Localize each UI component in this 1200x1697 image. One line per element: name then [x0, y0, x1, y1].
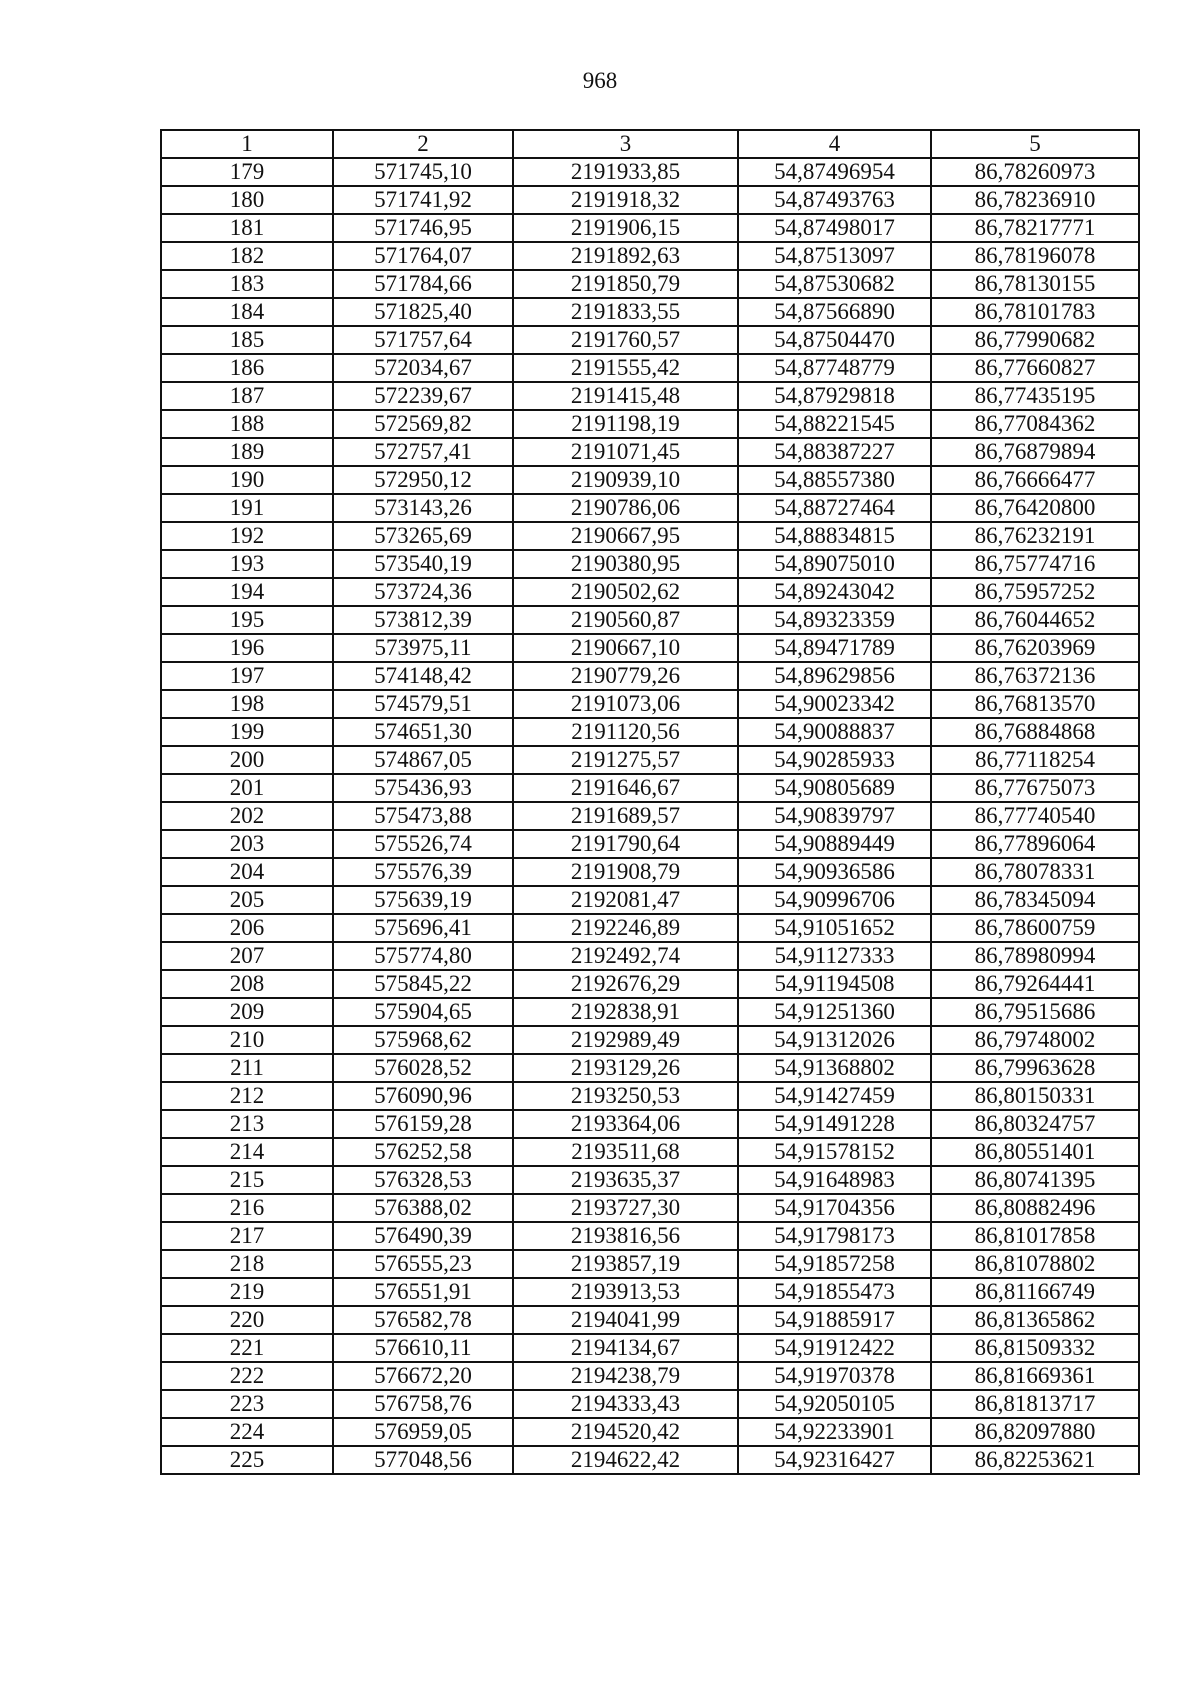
table-cell: 191: [161, 494, 333, 522]
table-cell: 213: [161, 1110, 333, 1138]
table-cell: 54,91970378: [738, 1362, 931, 1390]
table-cell: 2190779,26: [513, 662, 738, 690]
table-cell: 571741,92: [333, 186, 513, 214]
table-cell: 575774,80: [333, 942, 513, 970]
table-cell: 574579,51: [333, 690, 513, 718]
table-cell: 574867,05: [333, 746, 513, 774]
table-row: [161, 802, 1139, 830]
table-cell: 216: [161, 1194, 333, 1222]
coordinates-table: [160, 129, 1140, 1475]
table-cell: 86,77435195: [931, 382, 1139, 410]
table-row: [161, 1138, 1139, 1166]
table-cell: 214: [161, 1138, 333, 1166]
table-cell: 200: [161, 746, 333, 774]
table-row: [161, 298, 1139, 326]
table-row: [161, 1222, 1139, 1250]
table-cell: 211: [161, 1054, 333, 1082]
table-row: [161, 914, 1139, 942]
table-cell: 218: [161, 1250, 333, 1278]
table-row: [161, 1362, 1139, 1390]
table-cell: 54,91798173: [738, 1222, 931, 1250]
table-row: [161, 1334, 1139, 1362]
table-cell: 2191646,67: [513, 774, 738, 802]
table-cell: 86,81365862: [931, 1306, 1139, 1334]
table-cell: 573724,36: [333, 578, 513, 606]
table-cell: 2191918,32: [513, 186, 738, 214]
table-cell: 54,87929818: [738, 382, 931, 410]
table-cell: 86,78078331: [931, 858, 1139, 886]
table-header: [161, 130, 1139, 158]
column-header-5: 5: [931, 130, 1139, 158]
table-cell: 201: [161, 774, 333, 802]
table-cell: 86,78260973: [931, 158, 1139, 186]
table-cell: 576328,53: [333, 1166, 513, 1194]
table-cell: 185: [161, 326, 333, 354]
table-cell: 577048,56: [333, 1446, 513, 1474]
table-cell: 2192838,91: [513, 998, 738, 1026]
table-cell: 86,80882496: [931, 1194, 1139, 1222]
table-body: [161, 158, 1139, 1474]
header-row: [161, 130, 1139, 158]
table-row: [161, 1026, 1139, 1054]
table-cell: 2190786,06: [513, 494, 738, 522]
table-row: [161, 1278, 1139, 1306]
table-row: [161, 242, 1139, 270]
table-row: [161, 1390, 1139, 1418]
table-cell: 575904,65: [333, 998, 513, 1026]
table-cell: 573143,26: [333, 494, 513, 522]
table-cell: 576490,39: [333, 1222, 513, 1250]
table-cell: 179: [161, 158, 333, 186]
table-cell: 2193511,68: [513, 1138, 738, 1166]
table-cell: 576582,78: [333, 1306, 513, 1334]
table-cell: 54,88387227: [738, 438, 931, 466]
table-cell: 86,81017858: [931, 1222, 1139, 1250]
table-cell: 86,77675073: [931, 774, 1139, 802]
table-cell: 2190939,10: [513, 466, 738, 494]
table-cell: 576252,58: [333, 1138, 513, 1166]
table-row: [161, 970, 1139, 998]
table-cell: 223: [161, 1390, 333, 1418]
table-cell: 54,91704356: [738, 1194, 931, 1222]
table-cell: 2194041,99: [513, 1306, 738, 1334]
table-cell: 571784,66: [333, 270, 513, 298]
table-cell: 86,78980994: [931, 942, 1139, 970]
table-cell: 575473,88: [333, 802, 513, 830]
table-cell: 2191198,19: [513, 410, 738, 438]
table-cell: 54,89629856: [738, 662, 931, 690]
table-row: [161, 662, 1139, 690]
table-row: [161, 998, 1139, 1026]
table-cell: 86,75957252: [931, 578, 1139, 606]
table-cell: 182: [161, 242, 333, 270]
table-cell: 54,91194508: [738, 970, 931, 998]
table-cell: 86,81669361: [931, 1362, 1139, 1390]
table-cell: 54,90088837: [738, 718, 931, 746]
table-cell: 2192989,49: [513, 1026, 738, 1054]
table-cell: 574148,42: [333, 662, 513, 690]
table-cell: 576388,02: [333, 1194, 513, 1222]
table-row: [161, 1110, 1139, 1138]
table-cell: 54,92316427: [738, 1446, 931, 1474]
table-row: [161, 494, 1139, 522]
table-cell: 575639,19: [333, 886, 513, 914]
column-header-1: 1: [161, 130, 333, 158]
table-cell: 222: [161, 1362, 333, 1390]
table-cell: 2193129,26: [513, 1054, 738, 1082]
table-cell: 2191906,15: [513, 214, 738, 242]
table-cell: 2193816,56: [513, 1222, 738, 1250]
table-cell: 571825,40: [333, 298, 513, 326]
table-cell: 54,87504470: [738, 326, 931, 354]
table-cell: 2190560,87: [513, 606, 738, 634]
table-row: [161, 1446, 1139, 1474]
table-cell: 54,90805689: [738, 774, 931, 802]
table-cell: 2191415,48: [513, 382, 738, 410]
table-cell: 54,91051652: [738, 914, 931, 942]
table-cell: 86,78236910: [931, 186, 1139, 214]
table-cell: 54,90839797: [738, 802, 931, 830]
table-cell: 54,92050105: [738, 1390, 931, 1418]
table-cell: 54,91857258: [738, 1250, 931, 1278]
table-cell: 54,87513097: [738, 242, 931, 270]
table-cell: 86,76372136: [931, 662, 1139, 690]
table-cell: 86,80551401: [931, 1138, 1139, 1166]
table-cell: 54,91251360: [738, 998, 931, 1026]
table-row: [161, 746, 1139, 774]
table-cell: 572757,41: [333, 438, 513, 466]
table-cell: 187: [161, 382, 333, 410]
table-row: [161, 1194, 1139, 1222]
table-cell: 2191933,85: [513, 158, 738, 186]
table-cell: 2191908,79: [513, 858, 738, 886]
table-cell: 54,89471789: [738, 634, 931, 662]
table-cell: 2193250,53: [513, 1082, 738, 1110]
table-cell: 572569,82: [333, 410, 513, 438]
table-cell: 208: [161, 970, 333, 998]
table-cell: 2191689,57: [513, 802, 738, 830]
table-cell: 192: [161, 522, 333, 550]
table-cell: 575436,93: [333, 774, 513, 802]
table-row: [161, 1418, 1139, 1446]
table-cell: 194: [161, 578, 333, 606]
table-cell: 86,81509332: [931, 1334, 1139, 1362]
table-cell: 575576,39: [333, 858, 513, 886]
table-cell: 86,76232191: [931, 522, 1139, 550]
table-cell: 54,87498017: [738, 214, 931, 242]
table-row: [161, 774, 1139, 802]
table-cell: 86,77896064: [931, 830, 1139, 858]
table-cell: 575968,62: [333, 1026, 513, 1054]
table-cell: 86,78600759: [931, 914, 1139, 942]
table-cell: 54,87530682: [738, 270, 931, 298]
table-cell: 2193635,37: [513, 1166, 738, 1194]
table-row: [161, 1054, 1139, 1082]
table-cell: 54,87496954: [738, 158, 931, 186]
table-cell: 206: [161, 914, 333, 942]
table-cell: 54,91648983: [738, 1166, 931, 1194]
table-cell: 2194520,42: [513, 1418, 738, 1446]
table-cell: 576090,96: [333, 1082, 513, 1110]
table-cell: 86,82097880: [931, 1418, 1139, 1446]
table-cell: 573812,39: [333, 606, 513, 634]
table-cell: 2191760,57: [513, 326, 738, 354]
table-cell: 54,91855473: [738, 1278, 931, 1306]
table-cell: 86,77740540: [931, 802, 1139, 830]
table-cell: 54,91427459: [738, 1082, 931, 1110]
table-cell: 2190502,62: [513, 578, 738, 606]
table-cell: 575526,74: [333, 830, 513, 858]
table-cell: 86,78101783: [931, 298, 1139, 326]
table-cell: 86,82253621: [931, 1446, 1139, 1474]
table-cell: 2194622,42: [513, 1446, 738, 1474]
table-cell: 184: [161, 298, 333, 326]
table-cell: 215: [161, 1166, 333, 1194]
table-row: [161, 466, 1139, 494]
table-cell: 86,77990682: [931, 326, 1139, 354]
table-cell: 2194333,43: [513, 1390, 738, 1418]
table-row: [161, 326, 1139, 354]
table-cell: 219: [161, 1278, 333, 1306]
table-cell: 576028,52: [333, 1054, 513, 1082]
table-cell: 86,77118254: [931, 746, 1139, 774]
column-header-3: 3: [513, 130, 738, 158]
table-cell: 54,89243042: [738, 578, 931, 606]
table-cell: 188: [161, 410, 333, 438]
table-row: [161, 634, 1139, 662]
table-cell: 573975,11: [333, 634, 513, 662]
table-row: [161, 214, 1139, 242]
table-cell: 571757,64: [333, 326, 513, 354]
table-cell: 2191892,63: [513, 242, 738, 270]
table-cell: 572950,12: [333, 466, 513, 494]
table-row: [161, 410, 1139, 438]
table-cell: 2191555,42: [513, 354, 738, 382]
table-cell: 2190667,10: [513, 634, 738, 662]
table-row: [161, 886, 1139, 914]
table-cell: 86,80324757: [931, 1110, 1139, 1138]
table-cell: 86,77660827: [931, 354, 1139, 382]
table-cell: 576159,28: [333, 1110, 513, 1138]
table-cell: 576758,76: [333, 1390, 513, 1418]
table-cell: 224: [161, 1418, 333, 1446]
column-header-4: 4: [738, 130, 931, 158]
table-cell: 575845,22: [333, 970, 513, 998]
table-cell: 221: [161, 1334, 333, 1362]
table-cell: 86,77084362: [931, 410, 1139, 438]
table-cell: 2193364,06: [513, 1110, 738, 1138]
table-cell: 186: [161, 354, 333, 382]
table-row: [161, 158, 1139, 186]
table-cell: 225: [161, 1446, 333, 1474]
table-row: [161, 858, 1139, 886]
table-cell: 54,91127333: [738, 942, 931, 970]
table-cell: 212: [161, 1082, 333, 1110]
table-cell: 54,91312026: [738, 1026, 931, 1054]
table-row: [161, 382, 1139, 410]
table-cell: 195: [161, 606, 333, 634]
table-cell: 2191275,57: [513, 746, 738, 774]
table-row: [161, 1166, 1139, 1194]
table-cell: 190: [161, 466, 333, 494]
table-cell: 2192676,29: [513, 970, 738, 998]
table-cell: 571746,95: [333, 214, 513, 242]
table-row: [161, 718, 1139, 746]
table-cell: 576959,05: [333, 1418, 513, 1446]
table-cell: 54,87566890: [738, 298, 931, 326]
table-row: [161, 438, 1139, 466]
table-cell: 183: [161, 270, 333, 298]
table-cell: 86,76666477: [931, 466, 1139, 494]
table-cell: 54,88221545: [738, 410, 931, 438]
table-cell: 86,76044652: [931, 606, 1139, 634]
table-cell: 54,90996706: [738, 886, 931, 914]
table-cell: 54,88557380: [738, 466, 931, 494]
table-cell: 2194238,79: [513, 1362, 738, 1390]
table-cell: 54,90936586: [738, 858, 931, 886]
table-row: [161, 186, 1139, 214]
table-cell: 2190667,95: [513, 522, 738, 550]
table-row: [161, 522, 1139, 550]
table-cell: 2191073,06: [513, 690, 738, 718]
table-cell: 573540,19: [333, 550, 513, 578]
table-cell: 220: [161, 1306, 333, 1334]
table-cell: 573265,69: [333, 522, 513, 550]
table-cell: 86,79963628: [931, 1054, 1139, 1082]
table-cell: 202: [161, 802, 333, 830]
table-cell: 210: [161, 1026, 333, 1054]
table-cell: 180: [161, 186, 333, 214]
table-cell: 86,80741395: [931, 1166, 1139, 1194]
table-cell: 86,79515686: [931, 998, 1139, 1026]
table-cell: 86,79748002: [931, 1026, 1139, 1054]
table-cell: 54,91912422: [738, 1334, 931, 1362]
table-cell: 193: [161, 550, 333, 578]
table-cell: 576672,20: [333, 1362, 513, 1390]
table-cell: 576551,91: [333, 1278, 513, 1306]
table-cell: 571764,07: [333, 242, 513, 270]
table-row: [161, 1250, 1139, 1278]
table-cell: 54,88727464: [738, 494, 931, 522]
table-cell: 86,76884868: [931, 718, 1139, 746]
table-cell: 571745,10: [333, 158, 513, 186]
table-cell: 189: [161, 438, 333, 466]
table-cell: 2191071,45: [513, 438, 738, 466]
table-cell: 2190380,95: [513, 550, 738, 578]
table-row: [161, 942, 1139, 970]
table-cell: 207: [161, 942, 333, 970]
table-row: [161, 606, 1139, 634]
table-cell: 2193857,19: [513, 1250, 738, 1278]
table-cell: 2191120,56: [513, 718, 738, 746]
table-cell: 54,91885917: [738, 1306, 931, 1334]
table-cell: 2194134,67: [513, 1334, 738, 1362]
table-cell: 86,80150331: [931, 1082, 1139, 1110]
table-cell: 2191833,55: [513, 298, 738, 326]
table-row: [161, 550, 1139, 578]
table-cell: 204: [161, 858, 333, 886]
table-cell: 2193727,30: [513, 1194, 738, 1222]
table-cell: 86,78196078: [931, 242, 1139, 270]
table-cell: 2192246,89: [513, 914, 738, 942]
table-cell: 197: [161, 662, 333, 690]
table-row: [161, 830, 1139, 858]
table-cell: 86,81078802: [931, 1250, 1139, 1278]
table-cell: 2192081,47: [513, 886, 738, 914]
table-cell: 86,81166749: [931, 1278, 1139, 1306]
table-cell: 181: [161, 214, 333, 242]
table-cell: 54,90285933: [738, 746, 931, 774]
table-cell: 199: [161, 718, 333, 746]
table-cell: 54,91491228: [738, 1110, 931, 1138]
table-cell: 86,78217771: [931, 214, 1139, 242]
table-row: [161, 270, 1139, 298]
table-cell: 86,75774716: [931, 550, 1139, 578]
table-cell: 86,76879894: [931, 438, 1139, 466]
table-cell: 2191850,79: [513, 270, 738, 298]
table-row: [161, 1306, 1139, 1334]
page-number: 968: [582, 68, 618, 93]
table-cell: 54,91578152: [738, 1138, 931, 1166]
table-cell: 86,76813570: [931, 690, 1139, 718]
table-cell: 217: [161, 1222, 333, 1250]
table-cell: 576555,23: [333, 1250, 513, 1278]
table-row: [161, 578, 1139, 606]
table-cell: 54,90023342: [738, 690, 931, 718]
table-cell: 54,88834815: [738, 522, 931, 550]
table-cell: 572034,67: [333, 354, 513, 382]
table-cell: 86,78345094: [931, 886, 1139, 914]
table-cell: 572239,67: [333, 382, 513, 410]
table-cell: 86,81813717: [931, 1390, 1139, 1418]
table-cell: 54,89075010: [738, 550, 931, 578]
table-cell: 2193913,53: [513, 1278, 738, 1306]
table-row: [161, 1082, 1139, 1110]
table-cell: 2191790,64: [513, 830, 738, 858]
table-cell: 196: [161, 634, 333, 662]
table-cell: 86,79264441: [931, 970, 1139, 998]
table-row: [161, 690, 1139, 718]
table-cell: 54,91368802: [738, 1054, 931, 1082]
table-cell: 54,89323359: [738, 606, 931, 634]
table-cell: 205: [161, 886, 333, 914]
table-cell: 2192492,74: [513, 942, 738, 970]
table-cell: 209: [161, 998, 333, 1026]
table-cell: 86,76420800: [931, 494, 1139, 522]
table-cell: 86,78130155: [931, 270, 1139, 298]
table-cell: 198: [161, 690, 333, 718]
table-cell: 574651,30: [333, 718, 513, 746]
table-cell: 54,87748779: [738, 354, 931, 382]
table-cell: 203: [161, 830, 333, 858]
column-header-2: 2: [333, 130, 513, 158]
table-cell: 54,92233901: [738, 1418, 931, 1446]
table-cell: 576610,11: [333, 1334, 513, 1362]
table-cell: 54,87493763: [738, 186, 931, 214]
table-cell: 575696,41: [333, 914, 513, 942]
table-cell: 54,90889449: [738, 830, 931, 858]
table-row: [161, 354, 1139, 382]
table-cell: 86,76203969: [931, 634, 1139, 662]
